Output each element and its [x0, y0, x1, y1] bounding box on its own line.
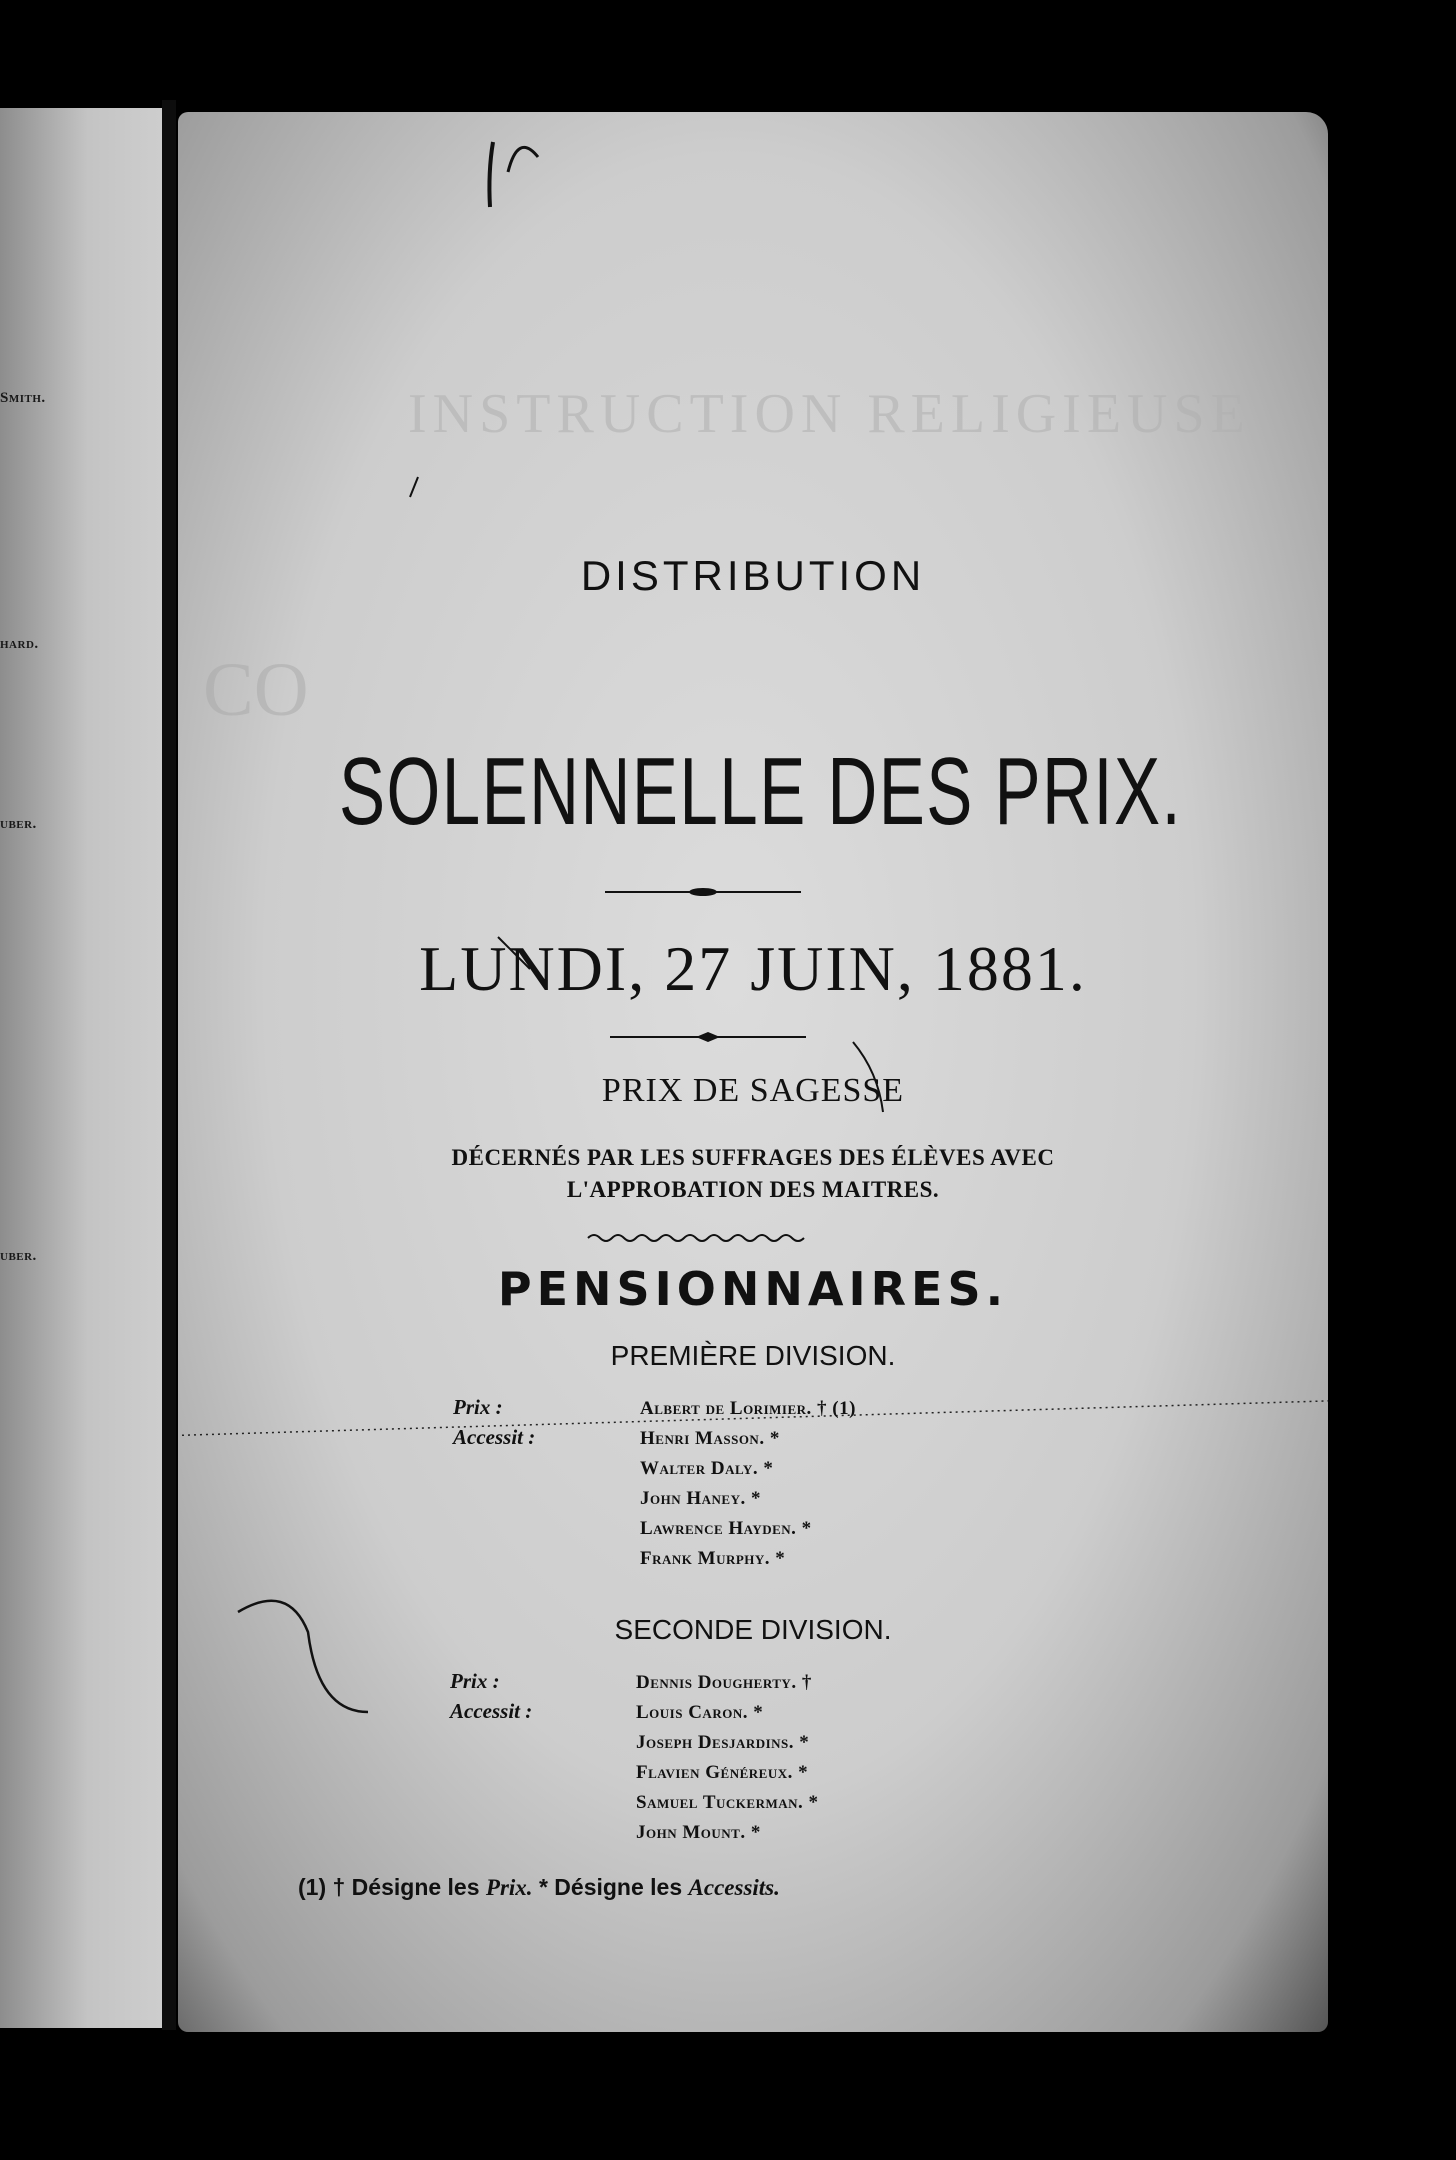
prix-label: Prix :: [450, 1669, 500, 1693]
list-item: Walter Daly. *: [640, 1458, 774, 1479]
edge-name: Smith.: [0, 390, 46, 406]
list-item: Louis Caron. *: [636, 1702, 764, 1723]
bleed-through-heading: INSTRUCTION RELIGIEUSE: [408, 383, 1251, 445]
heading-prix-sagesse: PRIX DE SAGESSE: [601, 1072, 905, 1109]
heading-premiere-division: PREMIÈRE DIVISION.: [610, 1340, 896, 1371]
list-item: Albert de Lorimier. † (1): [640, 1398, 856, 1419]
list-item: Dennis Dougherty. †: [636, 1672, 812, 1693]
left-page-strip: [0, 108, 176, 2028]
decernes-line: DÉCERNÉS PAR LES SUFFRAGES DES ÉLÈVES AVEC: [451, 1145, 1055, 1170]
pencil-mark: [489, 142, 493, 207]
accessit-label: Accessit :: [453, 1425, 536, 1449]
list-item: Joseph Desjardins. *: [636, 1732, 810, 1753]
pencil-mark: [853, 1042, 883, 1112]
list-item: John Haney. *: [640, 1488, 761, 1509]
list-item: John Mount. *: [636, 1822, 761, 1843]
book-spine: [162, 100, 176, 2030]
accessit-label: Accessit :: [450, 1699, 533, 1723]
footnote-middle: * Désigne les: [532, 1874, 689, 1900]
bleed-through-fragment: CO: [203, 648, 309, 732]
list-item: Flavien Généreux. *: [636, 1762, 809, 1783]
decernes-line: L'APPROBATION DES MAITRES.: [566, 1177, 940, 1202]
heading-distribution: DISTRIBUTION: [580, 552, 926, 599]
handwritten-marks: [178, 112, 1328, 2032]
edge-name: uber.: [0, 816, 37, 832]
list-item: Lawrence Hayden. *: [640, 1518, 812, 1539]
pencil-mark: [238, 1601, 368, 1712]
footnote-accessits: Accessits.: [688, 1875, 780, 1900]
pencil-mark: [410, 477, 418, 497]
heading-seconde-division: SECONDE DIVISION.: [614, 1614, 892, 1645]
prix-label: Prix :: [453, 1395, 503, 1419]
list-item: Frank Murphy. *: [640, 1548, 786, 1569]
list-item: Samuel Tuckerman. *: [636, 1792, 819, 1813]
footnote-prefix: (1) † Désigne les: [298, 1874, 486, 1900]
list-item: Henri Masson. *: [640, 1428, 780, 1449]
edge-name: hard.: [0, 636, 39, 652]
edge-name: uber.: [0, 1248, 37, 1264]
pencil-mark: [498, 937, 530, 969]
date-heading: LUNDI, 27 JUIN, 1881.: [419, 933, 1087, 1004]
heading-solennelle: SOLENNELLE DES PRIX.: [338, 738, 1183, 845]
pencil-mark: [508, 147, 538, 172]
document-page: [178, 112, 1328, 2032]
heading-pensionnaires: PENSIONNAIRES.: [497, 1262, 1009, 1316]
footnote-prix: Prix.: [485, 1875, 533, 1900]
